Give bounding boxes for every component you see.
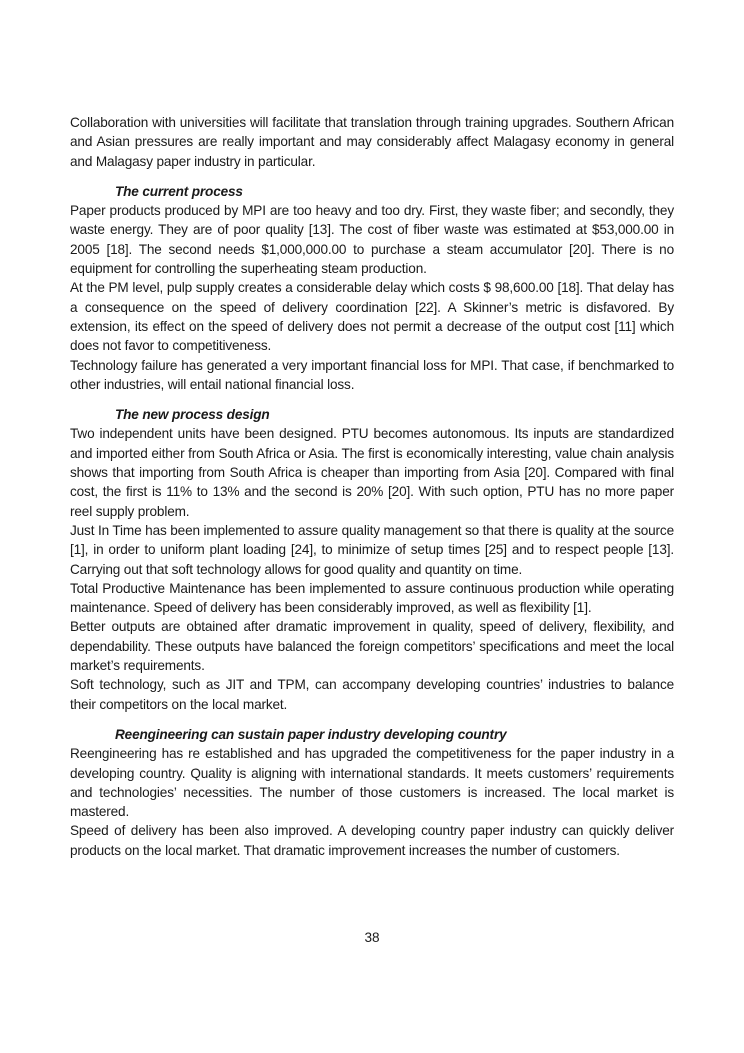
paragraph: At the PM level, pulp supply creates a considerable delay which costs $ 98,600.00 [18]. That delay has a consequence on the speed of delivery coordination [22]. A Skinner’s metric is disfavored. By extension, its effect on the speed of delivery does not permit a decrease of the output cost [11] which does not favor to competitiveness. bbox=[70, 280, 674, 354]
paragraph: Speed of delivery has been also improved. A developing country paper industry can quickly deliver products on the local market. That dramatic improvement increases the number of customers. bbox=[70, 823, 674, 858]
section-heading: The new process design bbox=[115, 407, 270, 423]
paragraph: Just In Time has been implemented to assure quality management so that there is quality at the source [1], in order to uniform plant loading [24], to minimize of setup times [25] and to respect people [13]. Carrying out that soft technology allows for good quality and quantity on time. bbox=[70, 522, 674, 577]
page-body bbox=[70, 113, 674, 860]
section-reengineering bbox=[70, 725, 674, 860]
paragraph: Technology failure has generated a very important financial loss for MPI. That case, if benchmarked to other industries, will entail national financial loss. bbox=[70, 357, 674, 392]
paragraph: Total Productive Maintenance has been implemented to assure continuous production while operating maintenance. Speed of delivery has been considerably improved, as well as flexibility [1]. bbox=[70, 580, 674, 616]
intro-paragraph: Collaboration with universities will facilitate that translation through training upgrades. Southern African and Asian pressures are really important and may considerably affect Malagasy economy in general and Malagasy paper industry in particular. bbox=[70, 115, 674, 169]
section-heading: Reengineering can sustain paper industry developing country bbox=[115, 726, 507, 742]
paragraph: Better outputs are obtained after dramatic improvement in quality, speed of delivery, flexibility, and dependability. These outputs have balanced the foreign competitors’ specifications and meet the local market’s requirements. bbox=[70, 619, 674, 674]
paragraph: Paper products produced by MPI are too heavy and too dry. First, they waste fiber; and secondly, they waste energy. They are of poor quality [13]. The cost of fiber waste was estimated at $53,000.00 in 2005 [18]. The second needs $1,000,000.00 to purchase a steam accumulator [20]. There is no equipment for controlling the superheating steam production. bbox=[70, 203, 674, 277]
paragraph: Reengineering has re established and has upgraded the competitiveness for the paper industry in a developing country. Quality is aligning with international standards. It meets customers’ requirements and technologies’ necessities. The number of those customers is increased. The local market is mastered. bbox=[70, 746, 674, 820]
paragraph: Two independent units have been designed. PTU becomes autonomous. Its inputs are standardized and imported either from South Africa or Asia. The first is economically interesting, value chain analysis shows that importing from South Africa is cheaper than importing from Asia [20]. Compared with final cost, the first is 11% to 13% and the second is 20% [20]. With such option, PTU has no more paper reel supply problem. bbox=[70, 426, 674, 519]
paragraph: Soft technology, such as JIT and TPM, can accompany developing countries’ industries to balance their competitors on the local market. bbox=[70, 677, 674, 712]
section-current-process bbox=[70, 182, 674, 394]
section-heading: The current process bbox=[115, 183, 243, 199]
page-number: 38 bbox=[364, 930, 380, 945]
section-new-process-design bbox=[70, 405, 674, 714]
